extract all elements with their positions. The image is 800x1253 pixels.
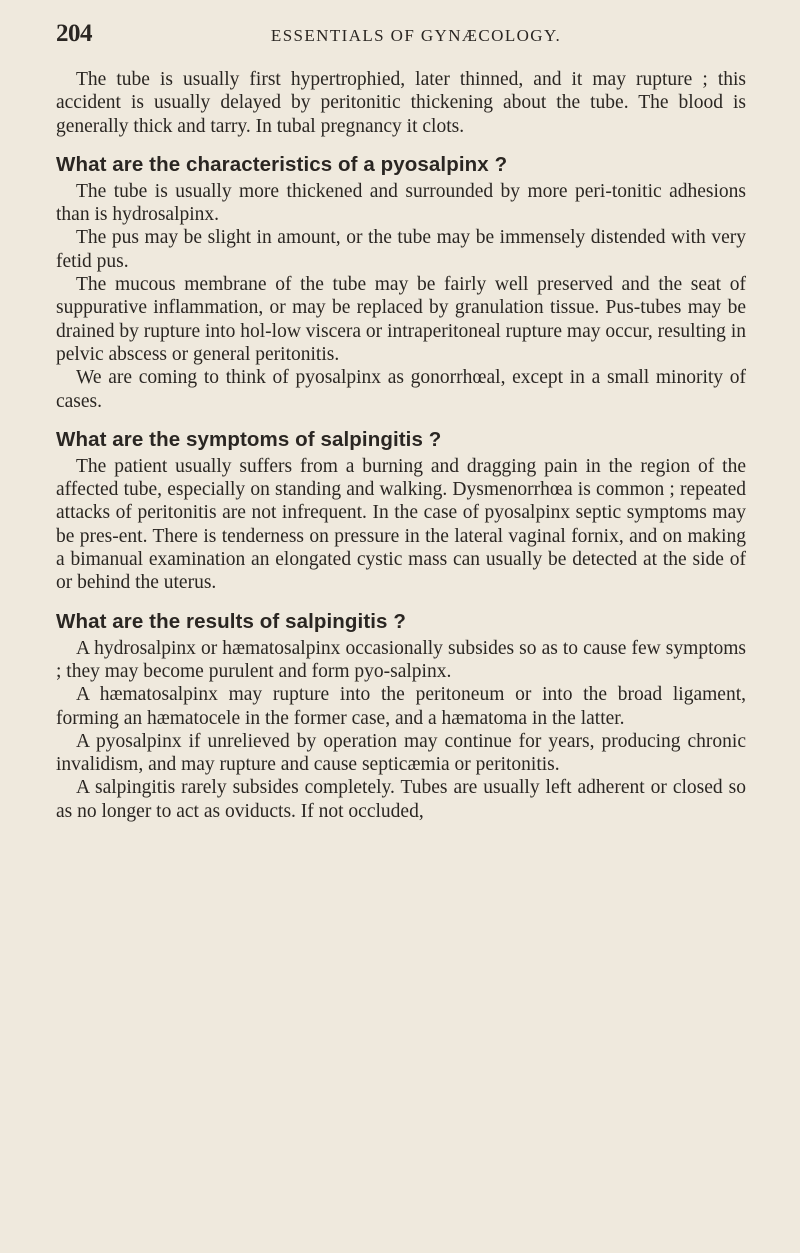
paragraph: A salpingitis rarely subsides completely. Tubes are usually left adherent or closed so as no longer to act as oviducts. If not occluded,: [56, 777, 746, 822]
question-heading: What are the symptoms of salpingitis ?: [56, 427, 442, 451]
paragraph: The tube is usually more thickened and surrounded by more peri-tonitic adhesions than is hydrosalpinx.: [56, 180, 746, 226]
running-head: ESSENTIALS OF GYNÆCOLOGY.: [270, 26, 562, 45]
question-heading: What are the characteristics of a pyosalpinx ?: [56, 152, 508, 176]
question-heading: What are the results of salpingitis ?: [56, 609, 406, 633]
page-header: [56, 20, 746, 54]
paragraph: A hydrosalpinx or hæmatosalpinx occasionally subsides so as to cause few symptoms ; they may become purulent and form pyo-salpinx.: [56, 637, 746, 682]
paragraph: A hæmatosalpinx may rupture into the peritoneum or into the broad ligament, forming an hæmatocele in the former case, and a hæmatoma in the latter.: [56, 684, 746, 729]
paragraph: The patient usually suffers from a burning and dragging pain in the region of the affected tube, especially on standing and walking. Dysmenorrhœa is common ; repeated attacks of peritonitis are not infrequent. In the case of pyosalpinx septic symptoms may be pres-ent. There is tenderness on pressure in the lateral vaginal fornix, and on making a bimanual examination an elongated cystic mass can usually be detected at the side of or behind the uterus.: [56, 455, 746, 594]
page-number: 204: [56, 20, 92, 47]
paragraph: The mucous membrane of the tube may be fairly well preserved and the seat of suppurative inflammation, or may be replaced by granulation tissue. Pus-tubes may be drained by rupture into hol-low viscera or intraperitoneal rupture may occur, resulting in pelvic abscess or general peritonitis.: [56, 274, 746, 365]
paragraph: The pus may be slight in amount, or the tube may be immensely distended with very fetid pus.: [56, 227, 746, 272]
paragraph: A pyosalpinx if unrelieved by operation may continue for years, producing chronic invalidism, and may rupture and cause septicæmia or peritonitis.: [56, 730, 746, 776]
paragraph: We are coming to think of pyosalpinx as gonorrhœal, except in a small minority of cases.: [56, 367, 746, 412]
body-text: [56, 68, 746, 823]
paragraph: The tube is usually first hypertrophied, later thinned, and it may rupture ; this accident is usually delayed by peritonitic thickening about the tube. The blood is generally thick and tarry. In tubal pregnancy it clots.: [56, 69, 746, 137]
